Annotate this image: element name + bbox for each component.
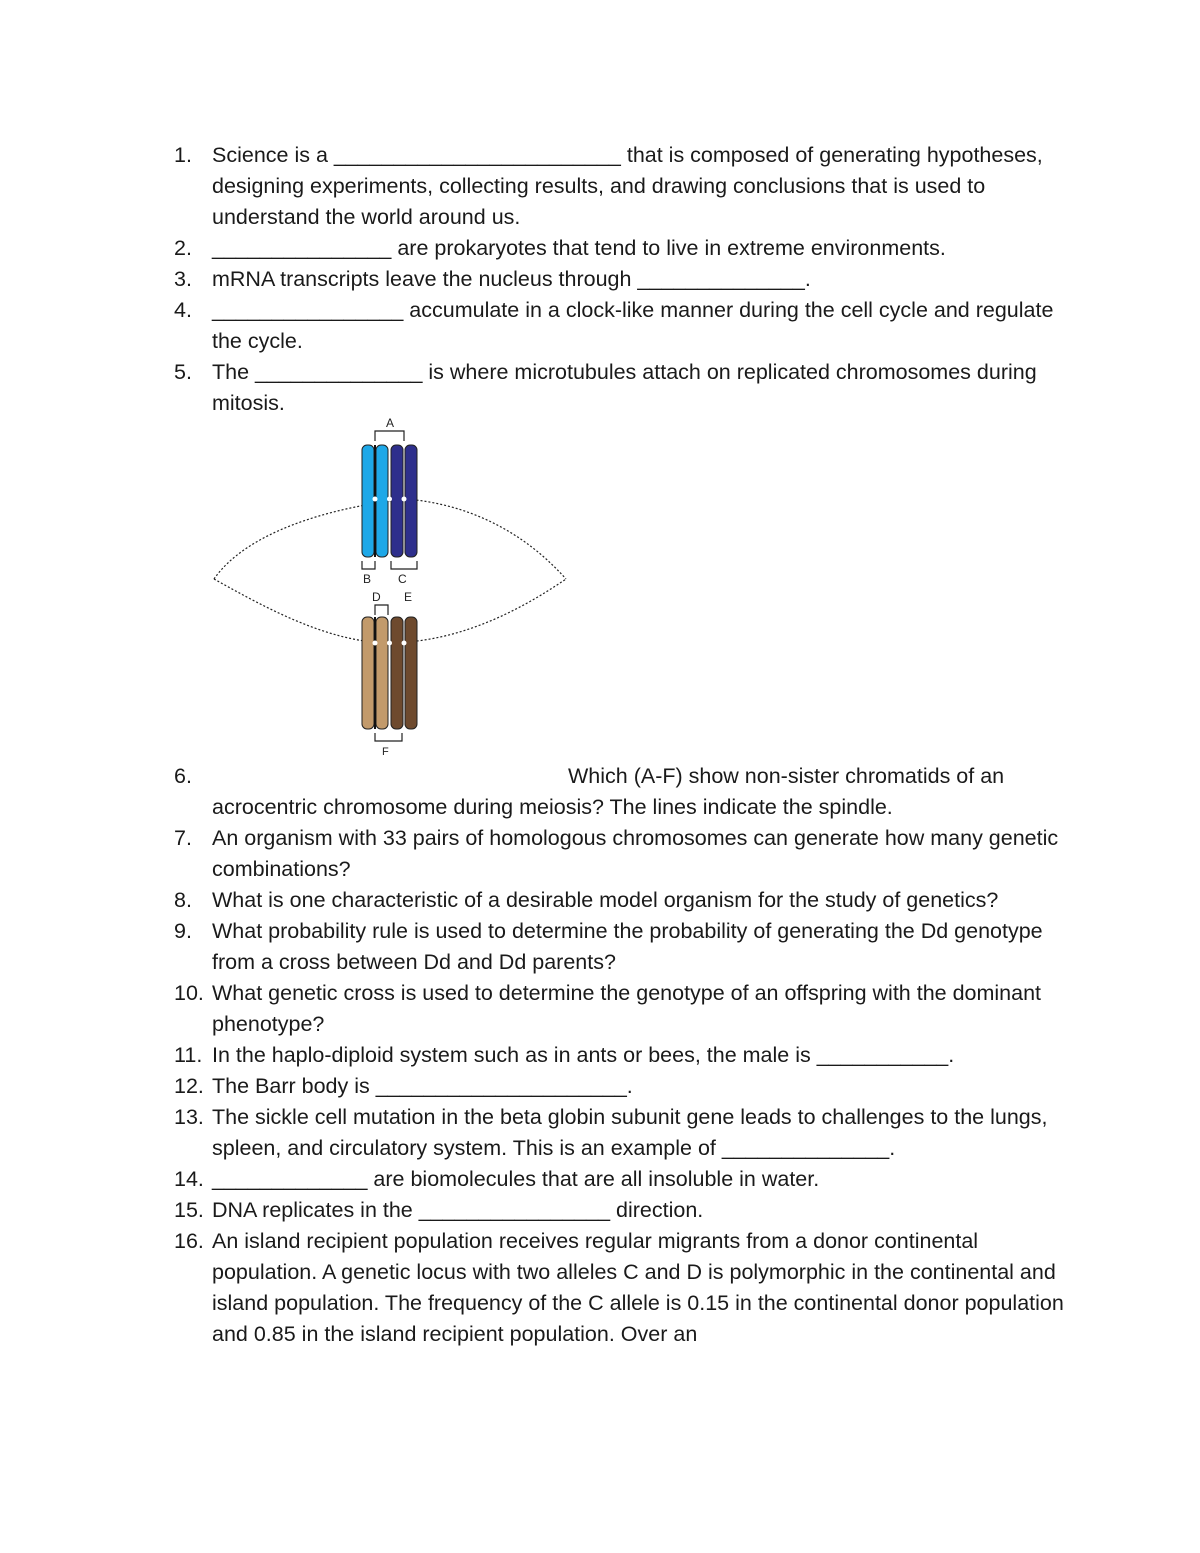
bracket-d: [375, 605, 388, 615]
question-text: DNA replicates in the ________________ direction.: [212, 1198, 704, 1222]
question-1: [170, 140, 1070, 233]
centromere-dot: [387, 641, 392, 646]
spindle-line-upper: [214, 499, 566, 579]
centromere-dot: [402, 641, 407, 646]
question-text: _____________ are biomolecules that are all insoluble in water.: [212, 1167, 820, 1191]
question-text: What probability rule is used to determine the probability of generating the Dd genotype from a cross between Dd and Dd parents?: [212, 919, 1043, 974]
bracket-a: [375, 431, 404, 441]
chromatid-dark-brown-1: [391, 617, 403, 729]
question-number: 2.: [174, 236, 192, 260]
question-number: 16.: [174, 1229, 204, 1253]
label-b: B: [363, 572, 372, 586]
brown-chromosome-pair: [362, 617, 417, 729]
question-number: 10.: [174, 981, 204, 1005]
question-text: mRNA transcripts leave the nucleus through ______________.: [212, 267, 811, 291]
question-text: In the haplo-diploid system such as in ants or bees, the male is ___________.: [212, 1043, 955, 1067]
question-number: 6.: [174, 764, 192, 788]
question-text: The Barr body is _____________________.: [212, 1074, 633, 1098]
label-a: A: [386, 416, 395, 430]
spindle-line-lower: [214, 579, 566, 643]
question-10: [170, 978, 1070, 1040]
bracket-b: [362, 561, 375, 569]
centromere-dot: [373, 497, 378, 502]
label-c: C: [398, 572, 407, 586]
question-6: [170, 761, 1070, 823]
chromatid-dark-blue-2: [405, 445, 417, 557]
question-text: What genetic cross is used to determine the genotype of an offspring with the dominant phenotype?: [212, 981, 1042, 1036]
label-f: F: [382, 746, 389, 758]
question-text: Science is a ________________________ that is composed of generating hypotheses, designing experiments, collecting results, and drawing conclusions that is used to understand the world around us.: [212, 143, 1043, 229]
centromere-dot: [402, 497, 407, 502]
chromatid-light-blue-2: [376, 445, 388, 557]
question-number: 11.: [174, 1043, 203, 1067]
question-16: [170, 1226, 1070, 1350]
chromatid-dark-brown-2: [405, 617, 417, 729]
question-3: [170, 264, 1070, 295]
question-11: [170, 1040, 1070, 1071]
bracket-c: [391, 561, 417, 569]
blue-chromosome-pair: [362, 445, 417, 557]
label-e: E: [404, 590, 413, 604]
chromatid-dark-blue-1: [391, 445, 403, 557]
centromere-dot: [387, 497, 392, 502]
question-number: 3.: [174, 267, 192, 291]
chromatid-light-blue-1: [362, 445, 374, 557]
question-2: [170, 233, 1070, 264]
question-text: ________________ accumulate in a clock-like manner during the cell cycle and regulate the cycle.: [212, 298, 1054, 353]
question-text: _______________ are prokaryotes that tend to live in extreme environments.: [212, 236, 946, 260]
centromere-dot: [373, 641, 378, 646]
question-number: 4.: [174, 298, 192, 322]
question-number: 12.: [174, 1074, 204, 1098]
question-number: 9.: [174, 919, 192, 943]
question-list: [170, 140, 1070, 1350]
chromatid-light-brown-2: [376, 617, 388, 729]
question-number: 1.: [174, 143, 192, 167]
question-15: [170, 1195, 1070, 1226]
question-number: 7.: [174, 826, 192, 850]
question-number: 14.: [174, 1167, 204, 1191]
question-text: The sickle cell mutation in the beta globin subunit gene leads to challenges to the lungs, spleen, and circulatory system. This is an example of ______________.: [212, 1105, 1048, 1160]
question-8: [170, 885, 1070, 916]
question-number: 15.: [174, 1198, 204, 1222]
question-text: The ______________ is where microtubules attach on replicated chromosomes during mitosis.: [212, 360, 1037, 415]
question-text: What is one characteristic of a desirable model organism for the study of genetics?: [212, 888, 999, 912]
question-text: An organism with 33 pairs of homologous chromosomes can generate how many genetic combinations?: [212, 826, 1059, 881]
chromosome-diagram: [206, 403, 586, 763]
question-14: [170, 1164, 1070, 1195]
question-9: [170, 916, 1070, 978]
question-text: Which (A-F) show non-sister chromatids of an acrocentric chromosome during meiosis? The lines indicate the spindle.: [212, 764, 1005, 819]
question-7: [170, 823, 1070, 885]
chromosome-diagram-row: [170, 416, 1070, 761]
question-text: An island recipient population receives regular migrants from a donor continental population. A genetic locus with two alleles C and D is polymorphic in the continental and island population. The frequency of the C allele is 0.15 in the continental donor population and 0.85 in the island recipient population. Over an: [212, 1229, 1064, 1346]
question-13: [170, 1102, 1070, 1164]
question-number: 8.: [174, 888, 192, 912]
label-d: D: [372, 590, 381, 604]
question-number: 13.: [174, 1105, 204, 1129]
question-number: 5.: [174, 360, 192, 384]
question-4: [170, 295, 1070, 357]
question-12: [170, 1071, 1070, 1102]
chromatid-light-brown-1: [362, 617, 374, 729]
bracket-f: [375, 733, 402, 741]
